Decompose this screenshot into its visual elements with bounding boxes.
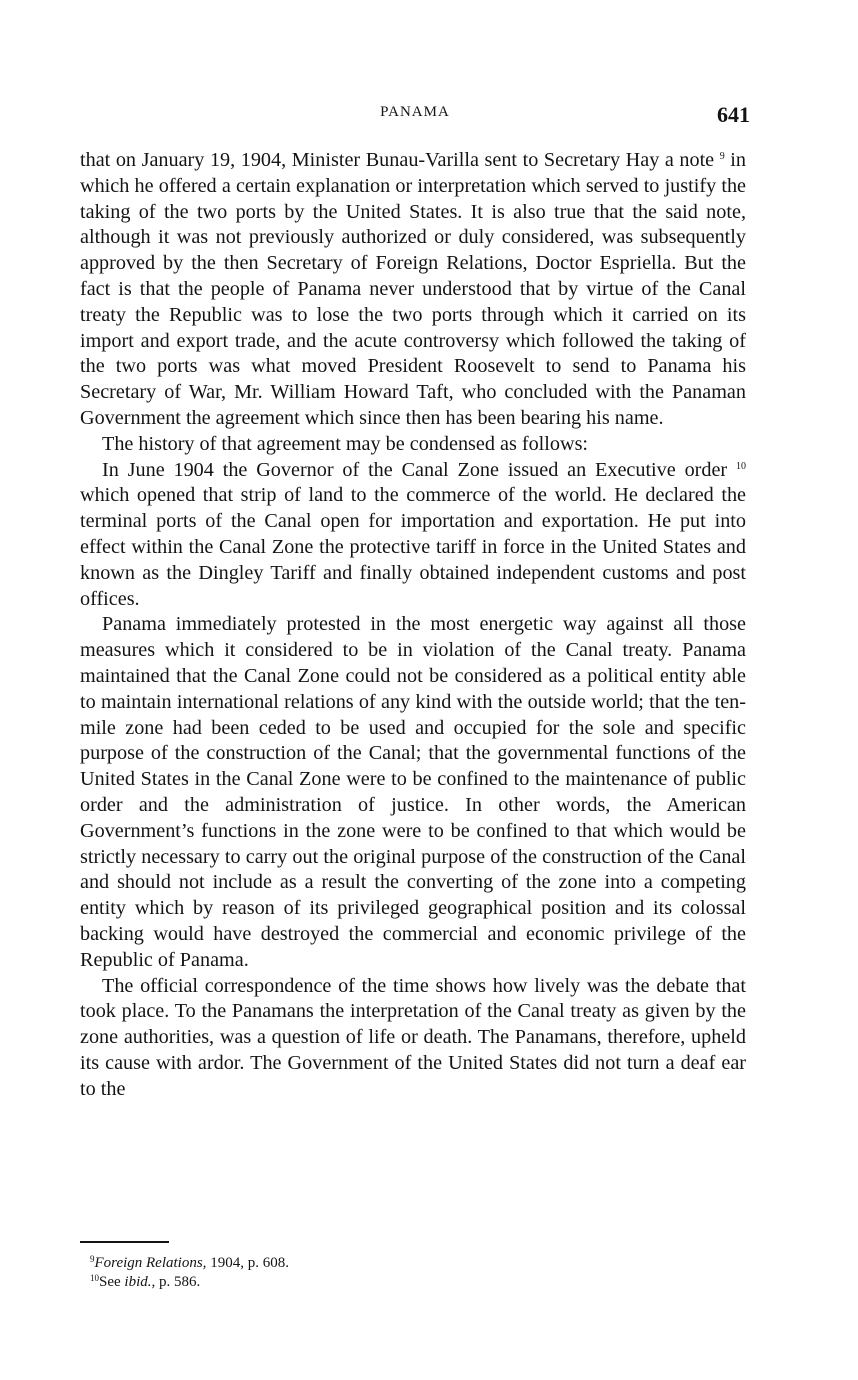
footnotes xyxy=(90,1254,690,1292)
footnote xyxy=(90,1273,690,1292)
footnote-marker: 9 xyxy=(90,1254,95,1264)
paragraph: The history of that agreement may be condensed as follows: xyxy=(102,432,589,455)
footnote xyxy=(90,1254,690,1273)
paragraph-text: that on January 19, 1904, Minister Bunau-Varilla sent to Secretary Hay a note xyxy=(80,149,720,171)
footnote-reference: 10 xyxy=(736,460,746,472)
page-number: 641 xyxy=(717,102,750,127)
paragraph-text: which opened that strip of land to the commerce of the world. He declared the terminal ports of the Canal open for importation and exportation. He put into effect within the Canal Zone the protective tariff in force in the United States and known as the Dingley Tariff and finally obtained independent customs and post offices. xyxy=(80,484,746,610)
footnote-text: p. 586. xyxy=(155,1274,201,1290)
paragraph xyxy=(80,458,746,613)
footnote-text: See xyxy=(99,1274,125,1290)
running-title: PANAMA xyxy=(380,104,450,120)
footnote-marker: 10 xyxy=(90,1273,99,1283)
paragraph-text: in which he offered a certain explanation or interpretation which served to justify the taking of the two ports by the United States. It is also true that the said note, although it was not previously authorized or duly considered, was subsequently approved by the then Secretary of Foreign Relations, Doctor Espriella. But the fact is that the people of Panama never understood that by virtue of the Canal treaty the Republic was to lose the two ports through which it carried on its import and export trade, and the acute controversy which followed the taking of the two ports was what moved President Roosevelt to send to Panama his Secretary of War, Mr. William Howard Taft, who concluded with the Panaman Government the agreement which since then has been bearing his name. xyxy=(80,149,746,429)
body-text xyxy=(80,148,746,1102)
running-header xyxy=(80,102,750,132)
paragraph: Panama immediately protested in the most energetic way against all those measures which it considered to be in violation of the Canal treaty. Panama maintained that the Canal Zone could not be considered as a political entity able to maintain international relations of any kind with the outside world; that the ten-mile zone had been ceded to be used and occupied for the sole and specific purpose of the construction of the Canal; that the governmental functions of the United States in the Canal Zone were to be confined to the maintenance of public order and the administration of justice. In other words, the American Government’s functions in the zone were to be confined to that which would be strictly necessary to carry out the original purpose of the construction of the Canal and should not include as a result the converting of the zone into a competing entity which by reason of its privileged geographical position and its colossal backing would have destroyed the commercial and economic privilege of the Republic of Panama. xyxy=(80,613,746,971)
paragraph-continuation xyxy=(80,148,746,432)
footnote-text: 1904, p. 608. xyxy=(206,1255,289,1271)
footnote-source: Foreign Relations, xyxy=(94,1255,207,1271)
paragraph-text: In June 1904 the Governor of the Canal Zone issued an Executive order xyxy=(102,458,736,481)
footnote-reference: 9 xyxy=(719,151,725,162)
footnote-source: ibid., xyxy=(124,1274,156,1290)
footnote-divider xyxy=(80,1241,169,1243)
paragraph: The official correspondence of the time shows how lively was the debate that took place. To the Panamans the interpretation of the Canal treaty as given by the zone authorities, was a question of life or death. The Panamans, therefore, upheld its cause with ardor. The Government of the United States did not turn a deaf ear to the xyxy=(80,974,746,1100)
